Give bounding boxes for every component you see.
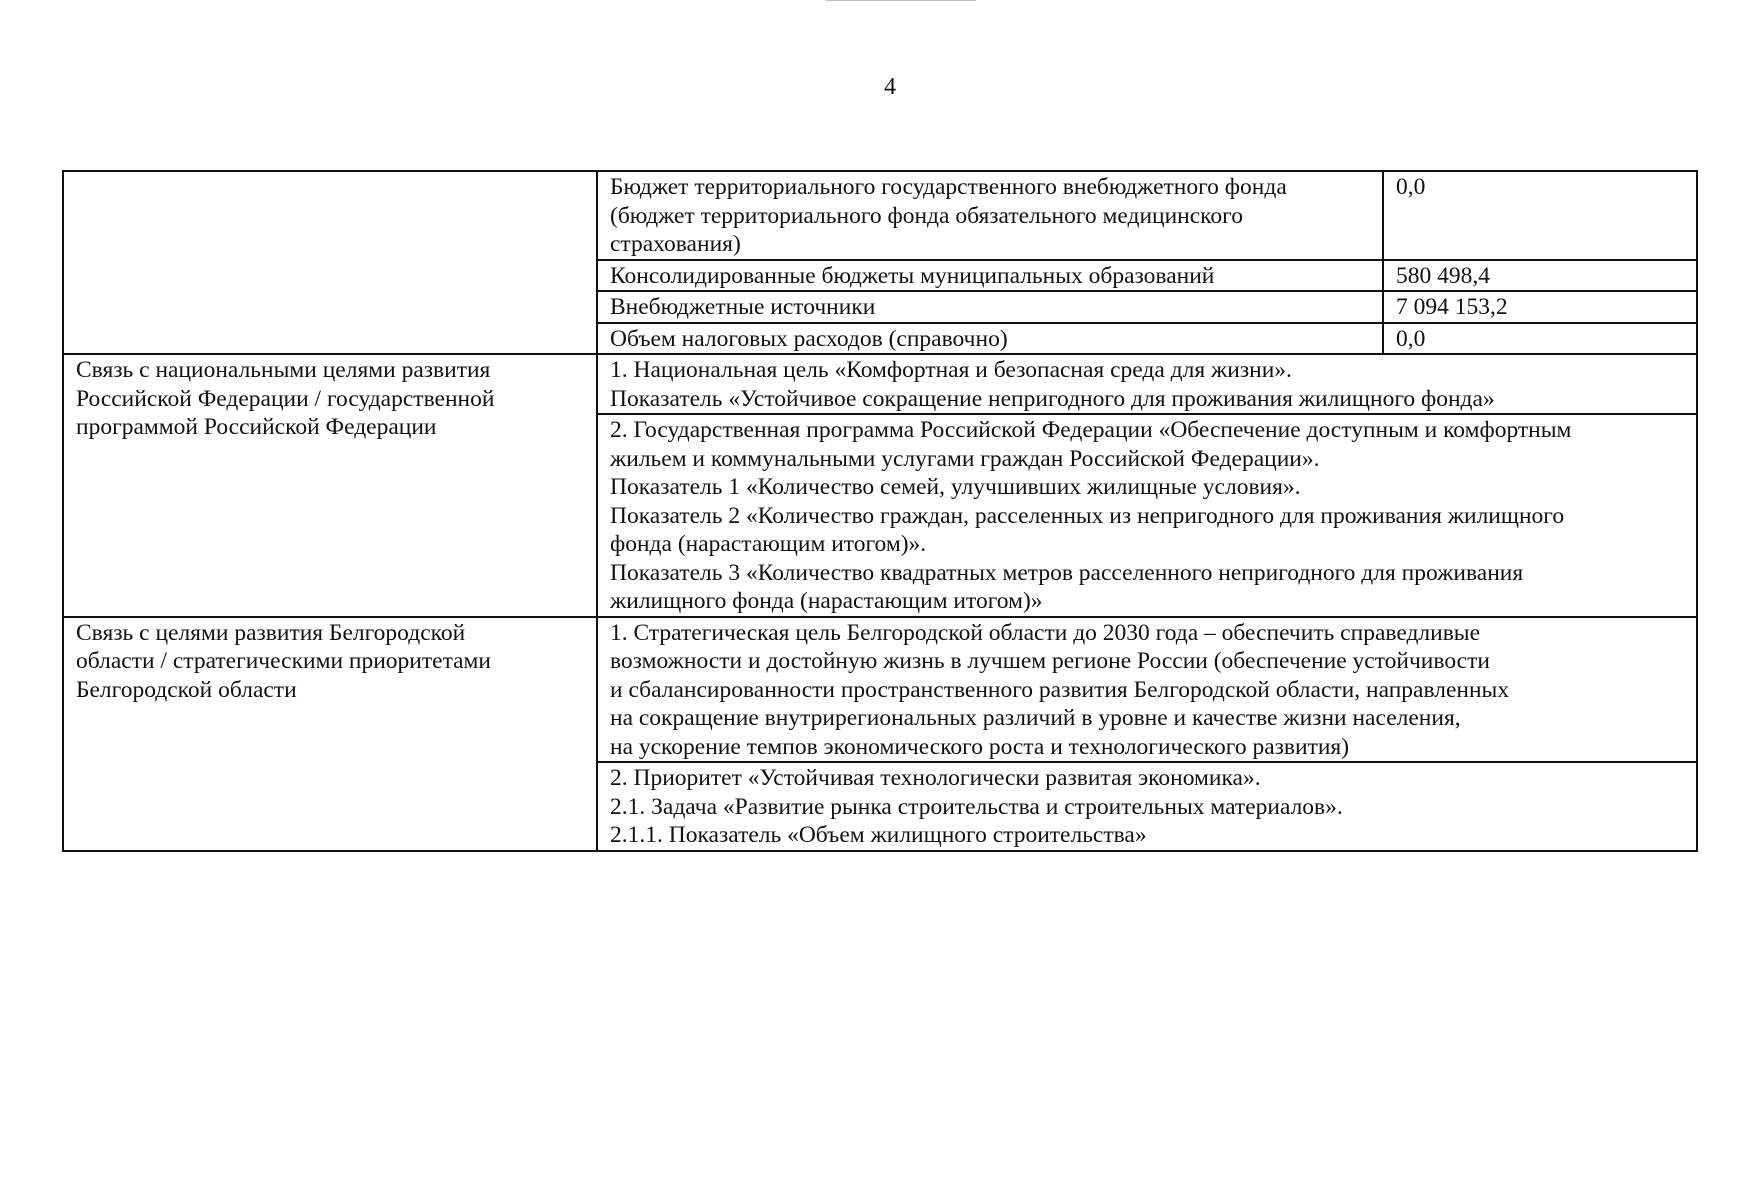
goal-line: 2.1.1. Показатель «Объем жилищного строительства» <box>610 822 1147 848</box>
label-line: области / стратегическими приоритетами <box>76 648 492 674</box>
table-row <box>63 617 1697 763</box>
budget-source-cell: Консолидированные бюджеты муниципальных образований <box>597 260 1383 292</box>
goal-line: фонда (нарастающим итогом)». <box>610 531 927 557</box>
national-goal-item <box>597 354 1697 414</box>
label-line: Российской Федерации / государственной <box>76 385 495 412</box>
national-goal-item <box>597 414 1697 617</box>
passport-table <box>62 170 1698 852</box>
goal-line: Показатель 2 «Количество граждан, расселенных из непригодного для проживания жилищного <box>610 502 1565 529</box>
empty-label-cell <box>63 171 597 354</box>
goal-line: 2. Приоритет «Устойчивая технологически развитая экономика». <box>610 765 1261 791</box>
table-row <box>63 171 1697 260</box>
goal-line: жилищного фонда (нарастающим итогом)» <box>610 588 1043 614</box>
goal-line: жильем и коммунальными услугами граждан Российской Федерации». <box>610 445 1320 472</box>
goal-line: 1. Национальная цель «Комфортная и безопасная среда для жизни». <box>610 357 1292 383</box>
budget-source-cell: Объем налоговых расходов (справочно) <box>597 323 1383 355</box>
budget-source-line: (бюджет территориального фонда обязательного медицинского <box>610 202 1243 229</box>
budget-source-line: страхования) <box>610 231 741 257</box>
budget-value: 580 498,4 <box>1383 260 1697 292</box>
regional-goal-item <box>597 762 1697 851</box>
goal-line: Показатель 1 «Количество семей, улучшивших жилищные условия». <box>610 474 1301 500</box>
regional-goals-label <box>63 617 597 851</box>
label-line: Связь с целями развития Белгородской <box>76 619 466 646</box>
budget-source-line: Бюджет территориального государственного внебюджетного фонда <box>610 174 1287 200</box>
budget-value: 0,0 <box>1383 171 1697 260</box>
goal-line: и сбалансированности пространственного развития Белгородской области, направленных <box>610 676 1510 703</box>
budget-value: 0,0 <box>1383 323 1697 355</box>
goal-line: Показатель «Устойчивое сокращение непригодного для проживания жилищного фонда» <box>610 385 1495 412</box>
goal-line: 2. Государственная программа Российской Федерации «Обеспечение доступным и комфортным <box>610 417 1572 443</box>
page-number: 4 <box>884 74 896 100</box>
budget-value: 7 094 153,2 <box>1383 291 1697 323</box>
goal-line: на сокращение внутрирегиональных различий в уровне и качестве жизни населения, <box>610 705 1461 731</box>
goal-line: на ускорение темпов экономического роста и технологического развития) <box>610 733 1350 760</box>
goal-line: 1. Стратегическая цель Белгородской области до 2030 года – обеспечить справедливые <box>610 619 1481 646</box>
goal-line: Показатель 3 «Количество квадратных метров расселенного непригодного для проживания <box>610 559 1524 586</box>
goal-line: возможности и достойную жизнь в лучшем регионе России (обеспечение устойчивости <box>610 648 1490 674</box>
national-goals-label <box>63 354 597 617</box>
table-row <box>63 354 1697 414</box>
regional-goal-item <box>597 617 1697 763</box>
goal-line: 2.1. Задача «Развитие рынка строительства и строительных материалов». <box>610 793 1343 820</box>
label-line: Белгородской области <box>76 676 297 703</box>
scan-artifact <box>826 0 976 3</box>
budget-source-cell: Внебюджетные источники <box>597 291 1383 323</box>
label-line: программой Российской Федерации <box>76 414 437 440</box>
label-line: Связь с национальными целями развития <box>76 357 491 383</box>
budget-source-cell <box>597 171 1383 260</box>
